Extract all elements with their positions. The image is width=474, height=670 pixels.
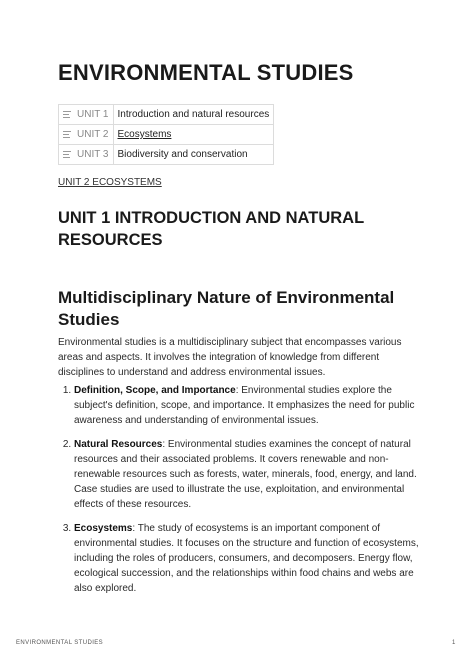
text-lines-icon xyxy=(63,111,71,118)
list-item-term: Ecosystems xyxy=(74,523,133,534)
text-lines-icon xyxy=(63,151,71,158)
unit-row[interactable] xyxy=(59,145,274,165)
unit-tag xyxy=(59,145,114,165)
unit-tag-label: UNIT 3 xyxy=(77,149,109,160)
document-title: ENVIRONMENTAL STUDIES xyxy=(58,60,354,85)
list-item-text: : The study of ecosystems is an important component of environmental studies. It focuses on the structure and function of ecosystems, including the roles of producers, consumers, and decomposers. Energy flow, ecological succession, and the relationships within food chains and webs are also explored. xyxy=(74,523,419,594)
unit-description xyxy=(113,125,274,145)
unit-heading: UNIT 1 INTRODUCTION AND NATURAL RESOURCES xyxy=(58,209,364,249)
list-item-text: : Environmental studies examines the concept of natural resources and their associated problems. It covers renewable and non-renewable resources such as forests, water, minerals, food, energy, and land. Case studies are used to illustrate the use, exploitation, and environmental effects of these resources. xyxy=(74,439,417,510)
list-item xyxy=(74,437,422,512)
unit-tag xyxy=(59,125,114,145)
unit-link-ecosystems[interactable]: Ecosystems xyxy=(117,129,172,140)
unit-description: Introduction and natural resources xyxy=(113,105,274,125)
section-heading: Multidisciplinary Nature of Environmental Studies xyxy=(58,288,395,329)
unit-row[interactable] xyxy=(59,125,274,145)
text-lines-icon xyxy=(63,131,71,138)
list-item xyxy=(74,521,422,596)
footer-title: ENVIRONMENTAL STUDIES xyxy=(16,640,104,646)
list-item-text: : Environmental studies explore the subject's definition, scope, and importance. It emphasizes the need for public awareness and understanding of environmental issues. xyxy=(74,385,415,426)
unit-table xyxy=(58,104,274,165)
page-number: 1 xyxy=(452,640,456,646)
unit-tag-label: UNIT 1 xyxy=(77,109,109,120)
unit-description: Biodiversity and conservation xyxy=(113,145,274,165)
topic-list xyxy=(58,383,422,605)
toc-link-unit-2[interactable]: UNIT 2 ECOSYSTEMS xyxy=(58,177,162,188)
list-item-term: Natural Resources xyxy=(74,439,163,450)
list-item xyxy=(74,383,422,428)
unit-tag-label: UNIT 2 xyxy=(77,129,109,140)
unit-tag xyxy=(59,105,114,125)
unit-row[interactable] xyxy=(59,105,274,125)
intro-paragraph: Environmental studies is a multidisciplinary subject that encompasses various areas and aspects. It involves the integration of knowledge from different disciplines to understand and address environmental issues. xyxy=(58,337,402,378)
list-item-term: Definition, Scope, and Importance xyxy=(74,385,236,396)
